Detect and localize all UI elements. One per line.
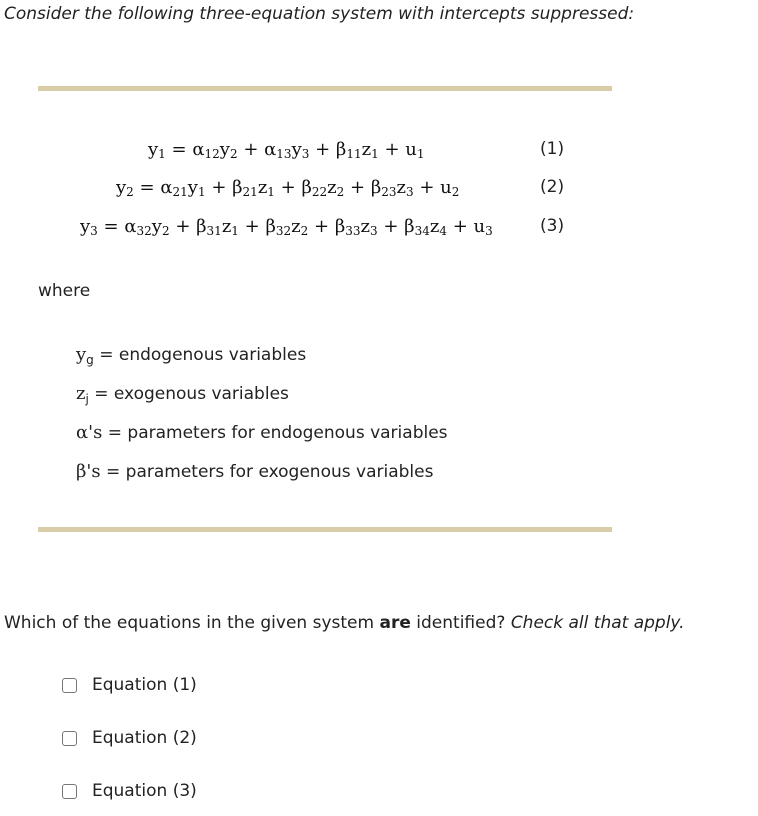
checkbox-equation-3[interactable] xyxy=(62,784,77,799)
option-label: Equation (1) xyxy=(92,675,197,695)
option-equation-2[interactable] xyxy=(62,727,197,749)
divider-bottom xyxy=(38,527,612,532)
equation-1-number: (1) xyxy=(540,139,565,159)
option-label: Equation (2) xyxy=(92,728,197,748)
equation-1: $y_1 = \alpha_{12}y_2 + \alpha_{13}y_3 + \beta_{11}z_1 + u_1$ xyxy=(148,139,425,161)
intro-text: Consider the following three-equation system with intercepts suppressed: xyxy=(4,4,635,24)
definition-alpha: α's = parameters for endogenous variables xyxy=(76,422,448,443)
option-equation-1[interactable] xyxy=(62,674,197,696)
question-text: Which of the equations in the given system are identified? Check all that apply. xyxy=(4,613,685,633)
option-equation-3[interactable] xyxy=(62,780,197,802)
equation-3-number: (3) xyxy=(540,216,565,236)
definition-zj: $z_j$ = exogenous variables xyxy=(76,383,289,406)
checkbox-equation-1[interactable] xyxy=(62,678,77,693)
equation-3: $y_3 = \alpha_{32}y_2 + \beta_{31}z_1 + \beta_{32}z_2 + \beta_{33}z_3 + \beta_{34}z_4 + u_3$ xyxy=(80,216,493,238)
equation-2-number: (2) xyxy=(540,177,565,197)
where-label: where xyxy=(38,281,91,301)
equation-2: $y_2 = \alpha_{21}y_1 + \beta_{21}z_1 + \beta_{22}z_2 + \beta_{23}z_3 + u_2$ xyxy=(116,177,460,199)
definition-yg: $y_g$ = endogenous variables xyxy=(76,344,307,367)
definition-beta: β's = parameters for exogenous variables xyxy=(76,461,434,482)
divider-top xyxy=(38,86,612,91)
checkbox-equation-2[interactable] xyxy=(62,731,77,746)
option-label: Equation (3) xyxy=(92,781,197,801)
